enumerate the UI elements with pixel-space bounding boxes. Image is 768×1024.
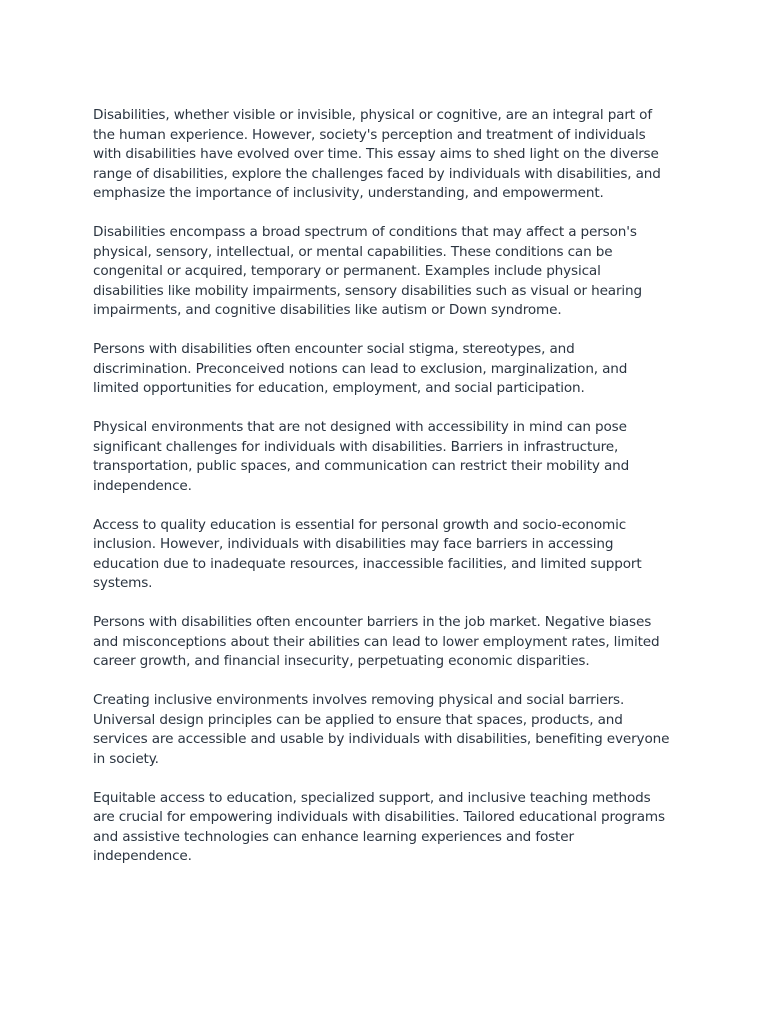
paragraph-spectrum: Disabilities encompass a broad spectrum of conditions that may affect a person's physical, sensory, intellectual, or mental capabilities. These conditions can be congenital or acquired, temporary or permanent. Examples include physical disabilities like mobility impairments, sensory disabilities such as visual or hearing impairments, and cognitive disabilities like autism or Down syndrome. — [93, 224, 642, 318]
paragraph-intro: Disabilities, whether visible or invisible, physical or cognitive, are an integral part of the human experience. However, society's perception and treatment of individuals with disabilities have evolved over time. This essay aims to shed light on the diverse range of disabilities, explore the challenges faced by individuals with disabilities, and emphasize the importance of inclusivity, understanding, and empowerment. — [93, 107, 661, 201]
paragraph-employment: Persons with disabilities often encounter barriers in the job market. Negative biases and misconceptions about their abilities can lead to lower employment rates, limited career growth, and financial insecurity, perpetuating economic disparities. — [93, 614, 660, 669]
paragraph-stigma: Persons with disabilities often encounter social stigma, stereotypes, and discrimination. Preconceived notions can lead to exclusion, marginalization, and limited opportunities for education, employment, and social participation. — [93, 341, 628, 396]
paragraph-education-access: Access to quality education is essential for personal growth and socio-economic inclusion. However, individuals with disabilities may face barriers in accessing education due to inadequate resources, inaccessible facilities, and limited support systems. — [93, 516, 642, 591]
document-body — [93, 106, 675, 886]
paragraph-physical-environments: Physical environments that are not designed with accessibility in mind can pose significant challenges for individuals with disabilities. Barriers in infrastructure, transportation, public spaces, and communication can restrict their mobility and independence. — [93, 419, 630, 494]
paragraph-empowerment: Equitable access to education, specialized support, and inclusive teaching methods are crucial for empowering individuals with disabilities. Tailored educational programs and assistive technologies can enhance learning experiences and foster independence. — [93, 789, 665, 864]
paragraph-inclusive-environments: Creating inclusive environments involves removing physical and social barriers. Universal design principles can be applied to ensure that spaces, products, and services are accessible and usable by individuals with disabilities, benefiting everyone in society. — [93, 692, 670, 767]
